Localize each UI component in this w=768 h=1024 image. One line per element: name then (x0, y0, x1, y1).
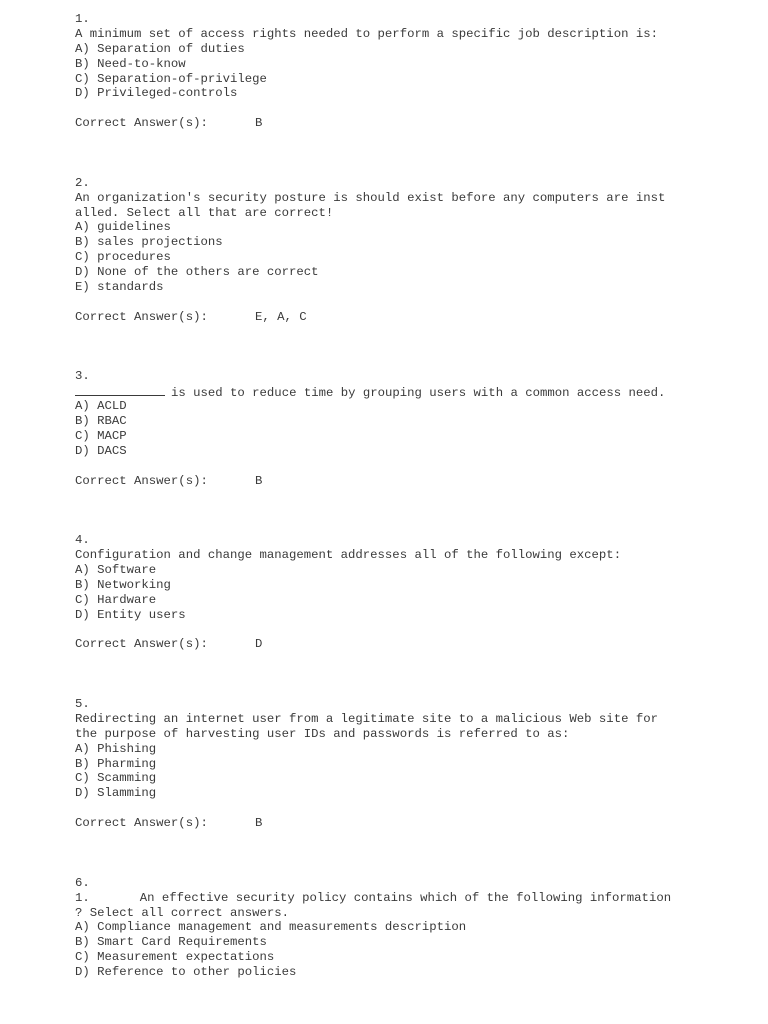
option: D) Entity users (75, 607, 186, 622)
question-number: 4. (75, 533, 90, 548)
question-5 (75, 697, 755, 831)
answer-label: Correct Answer(s): (75, 116, 208, 131)
correct-answer-row (75, 116, 755, 131)
answer-label: Correct Answer(s): (75, 473, 208, 488)
answer-label: Correct Answer(s): (75, 816, 208, 831)
option: A) Separation of duties (75, 41, 245, 56)
question-number: 6. (75, 875, 90, 890)
option: A) Software (75, 563, 157, 577)
option: B) RBAC (75, 414, 127, 429)
option: C) procedures (75, 250, 171, 265)
option: A) Phishing (75, 741, 157, 756)
question-4 (75, 533, 755, 652)
question-text: A minimum set of access rights needed to perform a specific job description is: (75, 26, 658, 41)
question-1 (75, 12, 755, 131)
option: D) None of the others are correct (75, 265, 319, 280)
option: C) Measurement expectations (75, 950, 275, 965)
option: D) DACS (75, 443, 127, 458)
option: C) Separation-of-privilege (75, 71, 267, 86)
question-text: the purpose of harvesting user IDs and passwords is referred to as: (75, 726, 570, 741)
fill-in-blank (75, 384, 165, 396)
question-3 (75, 369, 755, 488)
option: B) Smart Card Requirements (75, 935, 267, 950)
quiz-document (75, 12, 755, 980)
option: A) guidelines (75, 220, 171, 235)
answer-value: E, A, C (255, 309, 307, 324)
option: C) MACP (75, 428, 127, 443)
question-number: 3. (75, 369, 90, 384)
question-6 (75, 876, 755, 980)
answer-value: B (255, 473, 263, 488)
answer-label: Correct Answer(s): (75, 309, 208, 324)
option: B) sales projections (75, 235, 223, 250)
answer-value: B (255, 116, 263, 131)
question-number: 1. (75, 12, 90, 26)
correct-answer-row (75, 310, 755, 325)
correct-answer-row (75, 637, 755, 652)
option: B) Pharming (75, 756, 157, 771)
sub-number: 1. (75, 890, 90, 905)
question-text: alled. Select all that are correct! (75, 205, 334, 220)
option: D) Privileged-controls (75, 86, 238, 101)
question-number: 5. (75, 697, 90, 712)
option: B) Networking (75, 577, 171, 592)
option: D) Slamming (75, 786, 157, 801)
question-text: is used to reduce time by grouping users with a common access need. (171, 386, 666, 401)
question-text: ? Select all correct answers. (75, 905, 290, 920)
question-number: 2. (75, 175, 90, 190)
question-text: An organization's security posture is should exist before any computers are inst (75, 190, 666, 205)
question-text-row (75, 891, 755, 906)
answer-value: B (255, 816, 263, 831)
answer-value: D (255, 637, 263, 652)
option: A) Compliance management and measurements description (75, 920, 467, 935)
question-2 (75, 176, 755, 325)
option: E) standards (75, 280, 164, 295)
question-text: Redirecting an internet user from a legitimate site to a malicious Web site for (75, 711, 658, 726)
correct-answer-row (75, 816, 755, 831)
question-text-row (75, 384, 755, 399)
answer-label: Correct Answer(s): (75, 637, 208, 652)
option: D) Reference to other policies (75, 965, 297, 980)
option: C) Hardware (75, 592, 157, 607)
question-text: Configuration and change management addresses all of the following except: (75, 548, 622, 563)
option: C) Scamming (75, 771, 157, 786)
question-text: An effective security policy contains which of the following information (139, 890, 672, 905)
option: B) Need-to-know (75, 56, 186, 71)
option: A) ACLD (75, 399, 127, 414)
correct-answer-row (75, 474, 755, 489)
